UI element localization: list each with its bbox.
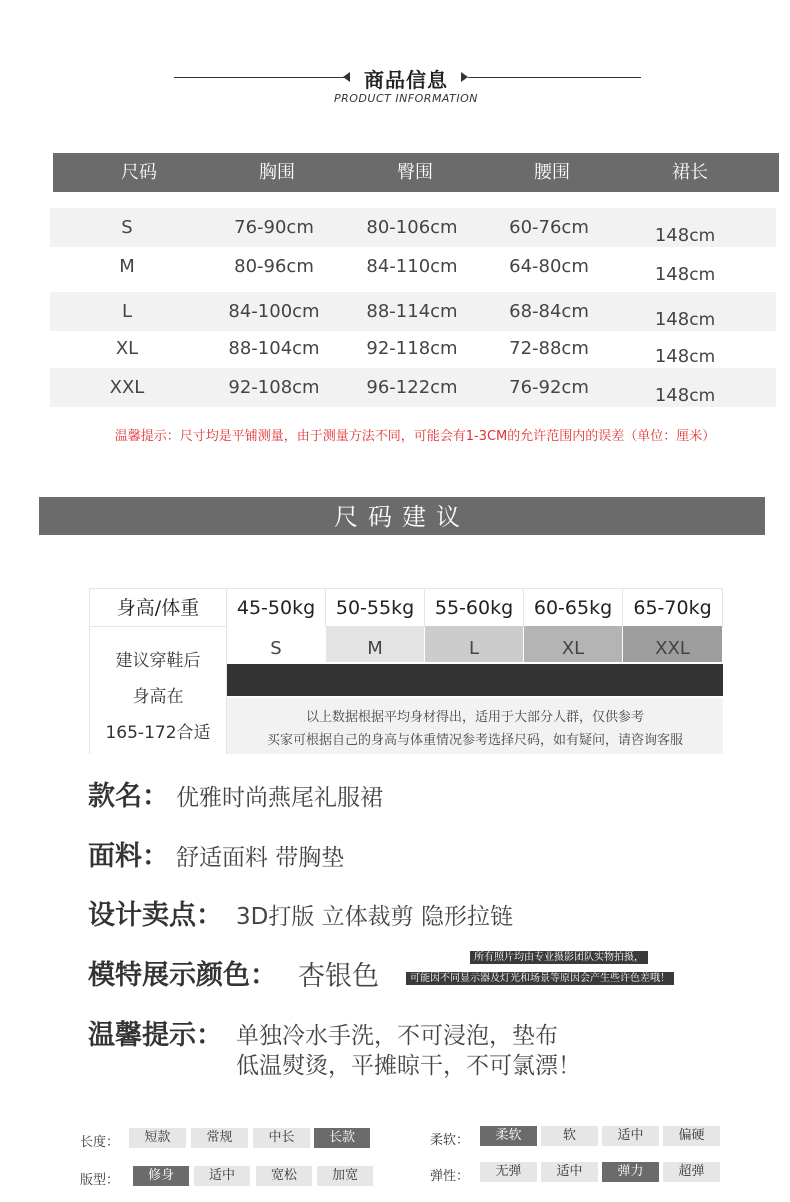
stretch-option-medium: 适中 [541, 1162, 598, 1182]
fit-option-medium: 适中 [194, 1166, 250, 1186]
softness-option-stiff: 偏硬 [663, 1126, 720, 1146]
advice-note-line: 以上数据根据平均身材得出，适用于大部分人群，仅供参考 [305, 710, 644, 725]
length-attribute-label: 长度： [80, 1135, 120, 1150]
size-cell: L [425, 626, 523, 662]
length-unit: cm [689, 226, 716, 246]
model-color-label: 模特展示颜色： [88, 960, 277, 991]
length-value: 148 [654, 309, 690, 330]
height-advice [89, 626, 227, 754]
cell-size: XXL [109, 377, 145, 398]
weight-header: 50-55kg [326, 588, 425, 627]
cell-size: M [119, 256, 135, 277]
length-value: 148 [654, 346, 690, 367]
softness-attribute-label: 柔软： [430, 1133, 470, 1148]
cell-waist: 68-84cm [509, 301, 589, 322]
cell-bust: 76-90cm [234, 217, 314, 238]
cell-size: S [121, 217, 133, 238]
stretch-option-none: 无弹 [480, 1162, 537, 1182]
length-value: 148 [654, 264, 690, 285]
header-line-left [174, 77, 344, 78]
header-arrow-right-icon [461, 72, 468, 82]
cell-length [615, 376, 755, 416]
care-label: 温馨提示： [88, 1020, 223, 1051]
fit-option-wide: 加宽 [317, 1166, 373, 1186]
size-table-header [53, 153, 779, 192]
header-line-right [468, 77, 641, 78]
fabric-label: 面料： [88, 841, 169, 872]
height-advice-line: 建议穿鞋后 [115, 651, 201, 671]
cell-bust: 80-96cm [234, 256, 314, 277]
cell-bust: 84-100cm [228, 301, 320, 322]
advice-note-line: 买家可根据自己的身高与体重情况参考选择尺码，如有疑问，请咨询客服 [266, 733, 683, 748]
cell-size: L [121, 301, 133, 322]
cell-hip: 92-118cm [366, 338, 458, 359]
softness-option-slightly-soft: 软 [541, 1126, 598, 1146]
length-value: 148 [654, 225, 690, 246]
length-option-short: 短款 [129, 1128, 186, 1148]
care-line: 低温熨烫，平摊晾干，不可氯漂！ [236, 1053, 581, 1079]
cell-size: XL [115, 338, 139, 359]
cell-length [615, 255, 755, 295]
cell-hip: 80-106cm [366, 217, 458, 238]
size-cell: M [326, 626, 424, 662]
length-option-long: 长款 [314, 1128, 370, 1148]
style-name-value: 优雅时尚燕尾礼服裙 [176, 785, 383, 811]
size-cell: S [227, 626, 325, 662]
length-option-mid: 中长 [253, 1128, 310, 1148]
table-row [50, 368, 776, 407]
stretch-option-super: 超弹 [663, 1162, 720, 1182]
care-line: 单独冷水手洗，不可浸泡，垫布 [236, 1023, 558, 1049]
model-color-value: 杏银色 [298, 961, 379, 992]
cell-waist: 72-88cm [509, 338, 589, 359]
advice-notes [227, 698, 723, 754]
cell-hip: 84-110cm [366, 256, 458, 277]
size-cell: XXL [623, 626, 722, 662]
weight-header: 55-60kg [425, 588, 524, 627]
cell-bust: 92-108cm [228, 377, 320, 398]
photo-note-line: 可能因不同显示器及灯光和场景等原因会产生些许色差哦！ [406, 972, 674, 985]
softness-option-medium: 适中 [602, 1126, 659, 1146]
length-unit: cm [689, 310, 716, 330]
fit-option-loose: 宽松 [256, 1166, 312, 1186]
header-title: 商品信息 [364, 68, 448, 92]
height-advice-line: 165-172合适 [105, 723, 211, 743]
column-header: 裙长 [672, 162, 708, 183]
table-row [50, 208, 776, 247]
cell-hip: 88-114cm [366, 301, 458, 322]
weight-header: 65-70kg [623, 588, 723, 627]
table-row [50, 247, 776, 286]
column-header: 臀围 [397, 162, 433, 183]
fabric-value: 舒适面料 带胸垫 [176, 845, 345, 871]
length-unit: cm [689, 347, 716, 367]
cell-waist: 60-76cm [509, 217, 589, 238]
stretch-attribute-label: 弹性： [430, 1169, 470, 1184]
column-header: 尺码 [121, 162, 157, 183]
table-row [50, 329, 776, 368]
header-subtitle: PRODUCT INFORMATION [333, 92, 479, 105]
table-row [50, 292, 776, 331]
design-label: 设计卖点： [88, 900, 223, 931]
cell-waist: 64-80cm [509, 256, 589, 277]
cell-hip: 96-122cm [366, 377, 458, 398]
size-advice-table [89, 588, 723, 756]
length-unit: cm [689, 265, 716, 285]
column-header: 胸围 [259, 162, 295, 183]
cell-bust: 88-104cm [228, 338, 320, 359]
stretch-option-stretchy: 弹力 [602, 1162, 659, 1182]
length-value: 148 [654, 385, 690, 406]
softness-option-soft: 柔软 [480, 1126, 537, 1146]
fit-option-slim: 修身 [133, 1166, 189, 1186]
weight-header: 60-65kg [524, 588, 623, 627]
size-cell: XL [524, 626, 622, 662]
height-weight-label: 身高/体重 [89, 588, 227, 627]
height-advice-line: 身高在 [132, 687, 184, 707]
style-name-label: 款名： [88, 781, 169, 812]
design-value: 3D打版 立体裁剪 隐形拉链 [236, 904, 513, 930]
weight-header: 45-50kg [227, 588, 326, 627]
advice-divider-bar [227, 664, 723, 696]
length-unit: cm [689, 386, 716, 406]
photo-note-line: 所有照片均由专业摄影团队实物拍摄， [470, 951, 648, 964]
length-option-regular: 常规 [191, 1128, 248, 1148]
size-advice-banner: 尺码建议 [39, 497, 765, 535]
measurement-note: 温馨提示：尺寸均是平铺测量，由于测量方法不同，可能会有1-3CM的允许范围内的误差（单位：厘米） [114, 429, 716, 444]
column-header: 腰围 [534, 162, 570, 183]
fit-attribute-label: 版型： [80, 1173, 120, 1188]
cell-waist: 76-92cm [509, 377, 589, 398]
